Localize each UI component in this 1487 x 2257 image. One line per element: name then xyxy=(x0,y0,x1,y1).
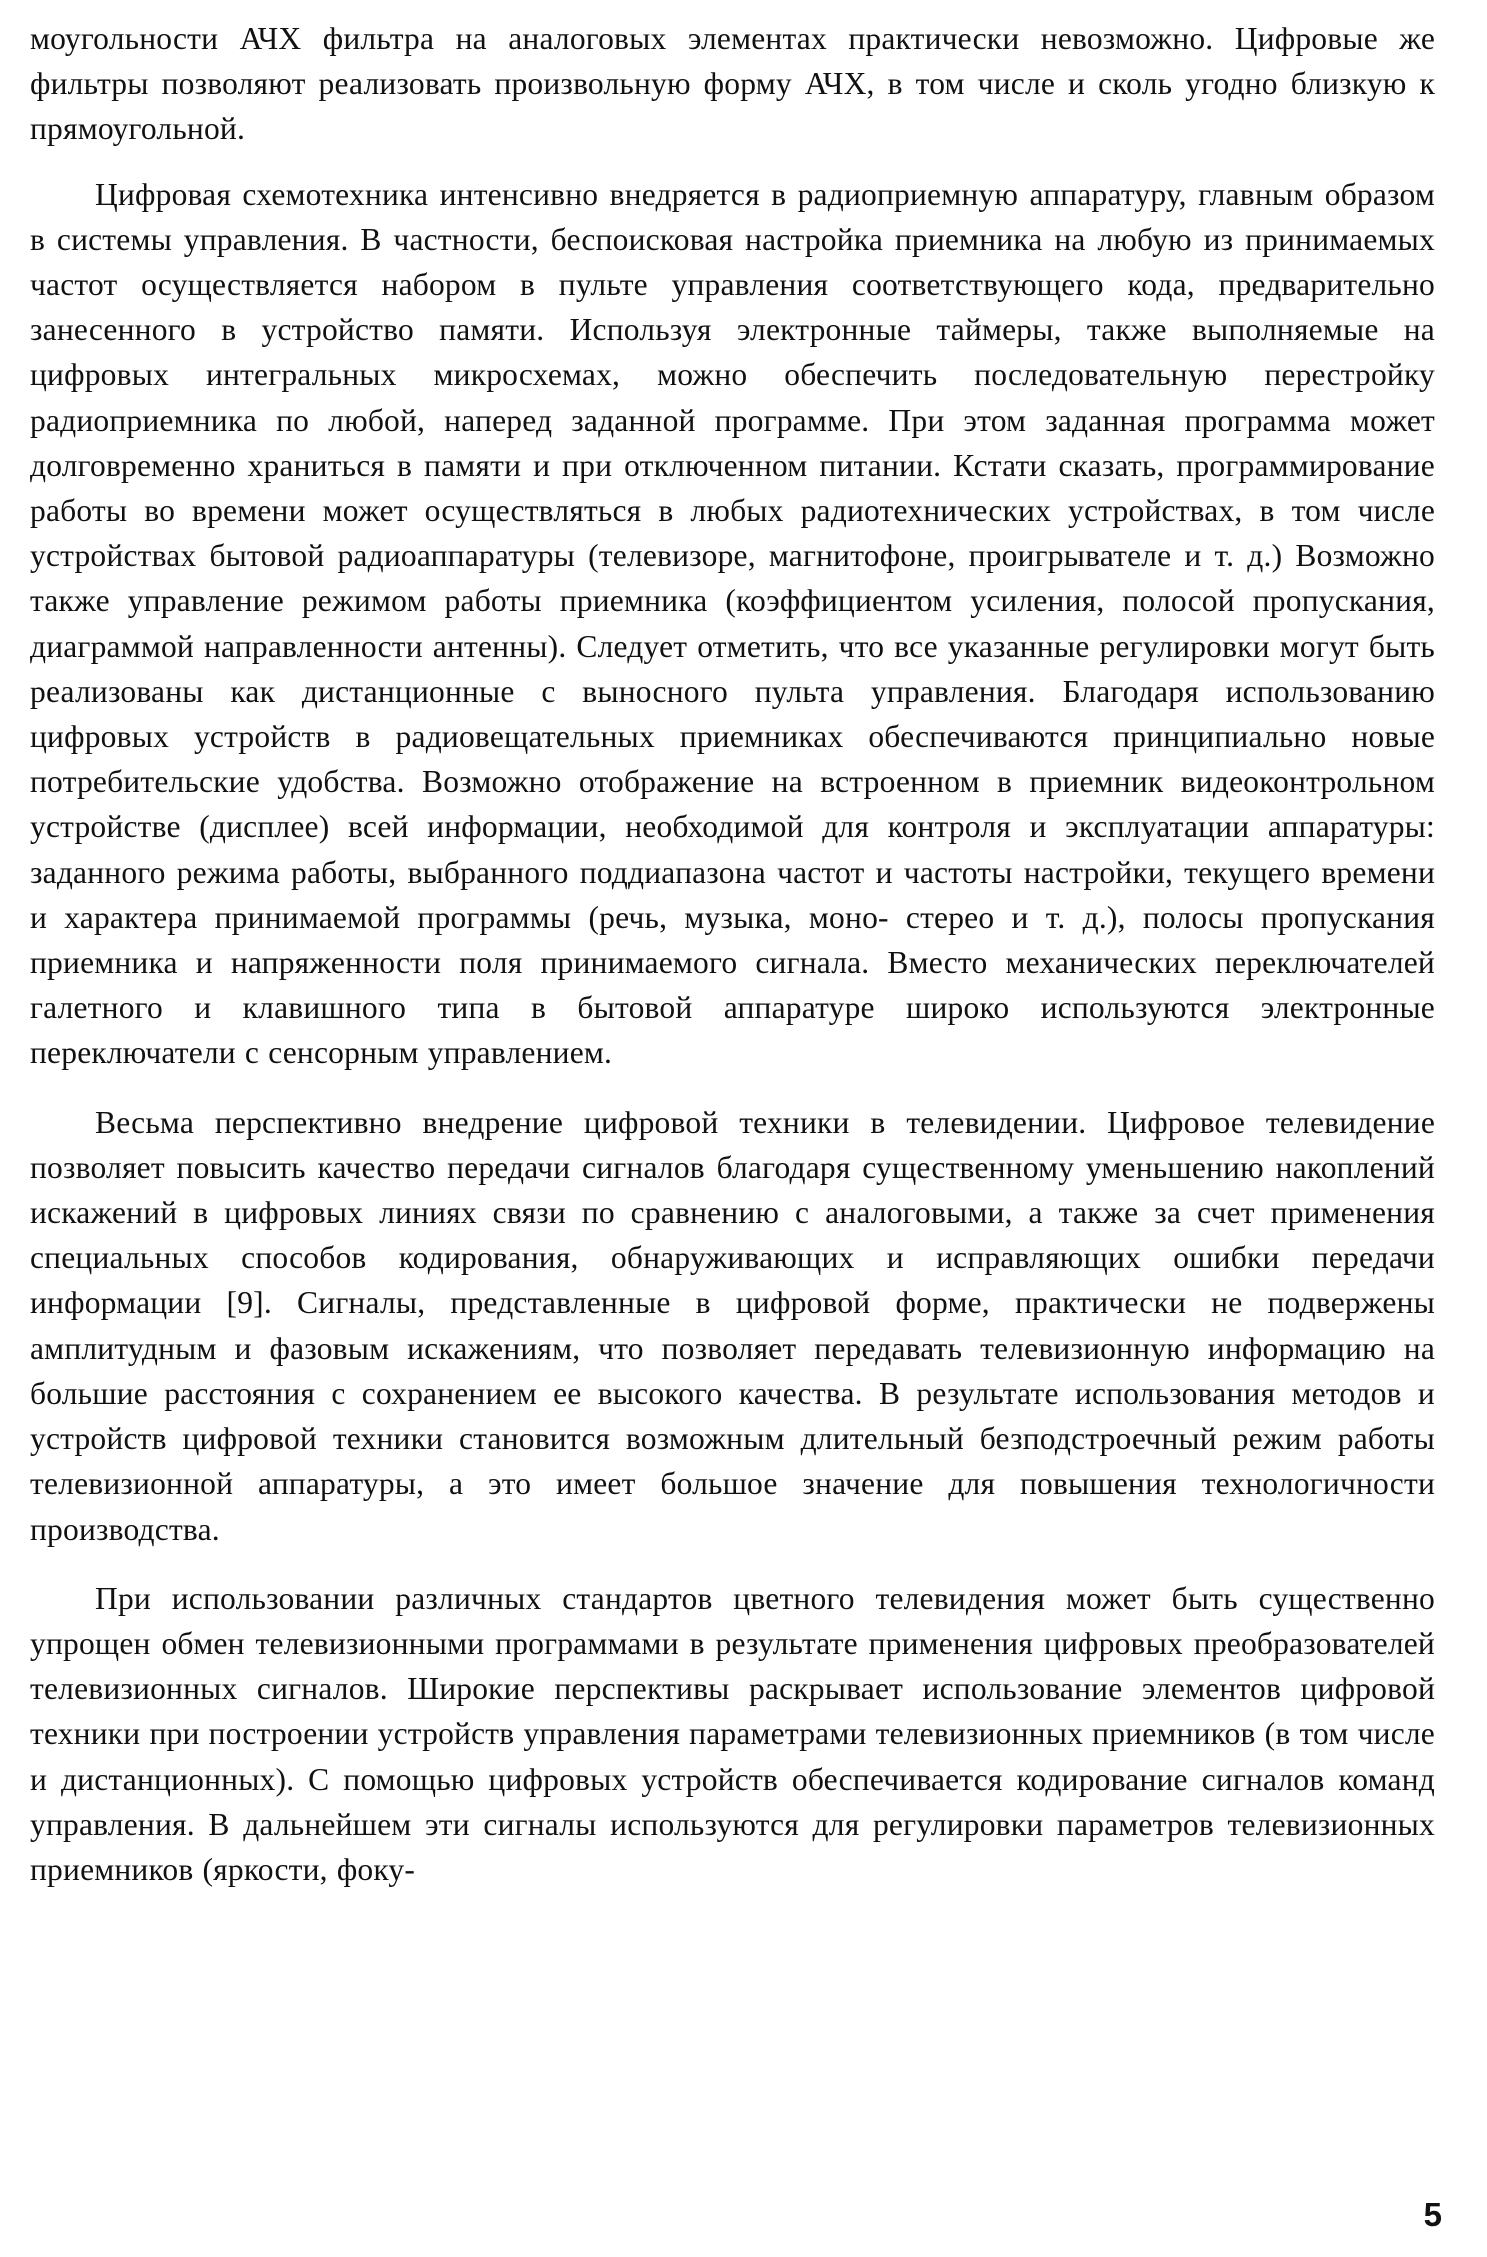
paragraph-3: Весьма перспективно внедрение цифровой техники в телевидении. Цифровое телевидение позволяет повысить качество передачи сигналов благодаря существенному уменьшению накоплений искажений в цифровых линиях связи по сравнению с аналоговыми, а также за счет применения специальных способов кодирования, обнаруживающих и исправляющих ошибки передачи информации [9]. Сигналы, представленные в цифровой форме, практически не подвержены амплитудным и фазовым искажениям, что позволяет передавать телевизионную информацию на большие расстояния с сохранением ее высокого качества. В результате использования методов и устройств цифровой техники становится возможным длительный безподстроечный режим работы телевизионной аппаратуры, а это имеет большое значение для повышения технологичности производства. xyxy=(30,1104,1435,1547)
page-number: 5 xyxy=(1423,2196,1442,2233)
document-page xyxy=(30,16,1435,1892)
paragraph-4: При использовании различных стандартов цветного телевидения может быть существенно упрощен обмен телевизионными программами в результате применения цифровых преобразователей телевизионных сигналов. Широкие перспективы раскрывает использование элементов цифровой техники при построении устройств управления параметрами телевизионных приемников (в том числе и дистанционных). С помощью цифровых устройств обеспечивается кодирование сигналов команд управления. В дальнейшем эти сигналы используются для регулировки параметров телевизионных приемников (яркости, фоку- xyxy=(30,1580,1435,1887)
paragraph-2: Цифровая схемотехника интенсивно внедряется в радиоприемную аппаратуру, главным образом в системы управления. В частности, беспоисковая настройка приемника на любую из принимаемых частот осуществляется набором в пульте управления соответствующего кода, предварительно занесенного в устройство памяти. Используя электронные таймеры, также выполняемые на цифровых интегральных микросхемах, можно обеспечить последовательную перестройку радиоприемника по любой, наперед заданной программе. При этом заданная программа может долговременно храниться в памяти и при отключенном питании. Кстати сказать, программирование работы во времени может осуществляться в любых радиотехнических устройствах, в том числе устройствах бытовой радиоаппаратуры (телевизоре, магнитофоне, проигрывателе и т. д.) Возможно также управление режимом работы приемника (коэффициентом усиления, полосой пропускания, диаграммой направленности антенны). Следует отметить, что все указанные регулировки могут быть реализованы как дистанционные с выносного пульта управления. Благодаря использованию цифровых устройств в радиовещательных приемниках обеспечиваются принципиально новые потребительские удобства. Возможно отображение на встроенном в приемник видеоконтрольном устройстве (дисплее) всей информации, необходимой для контроля и эксплуатации аппаратуры: заданного режима работы, выбранного поддиапазона частот и частоты настройки, текущего времени и характера принимаемой программы (речь, музыка, моно- стерео и т. д.), полосы пропускания приемника и напряженности поля принимаемого сигнала. Вместо механических переключателей галетного и клавишного типа в бытовой аппаратуре широко используются электронные переключатели с сенсорным управлением. xyxy=(30,176,1435,1071)
paragraph-1: моугольности АЧХ фильтра на аналоговых элементах практически невозможно. Цифровые же фильтры позволяют реализовать произвольную форму АЧХ, в том числе и сколь угодно близкую к прямоугольной. xyxy=(30,21,1435,147)
